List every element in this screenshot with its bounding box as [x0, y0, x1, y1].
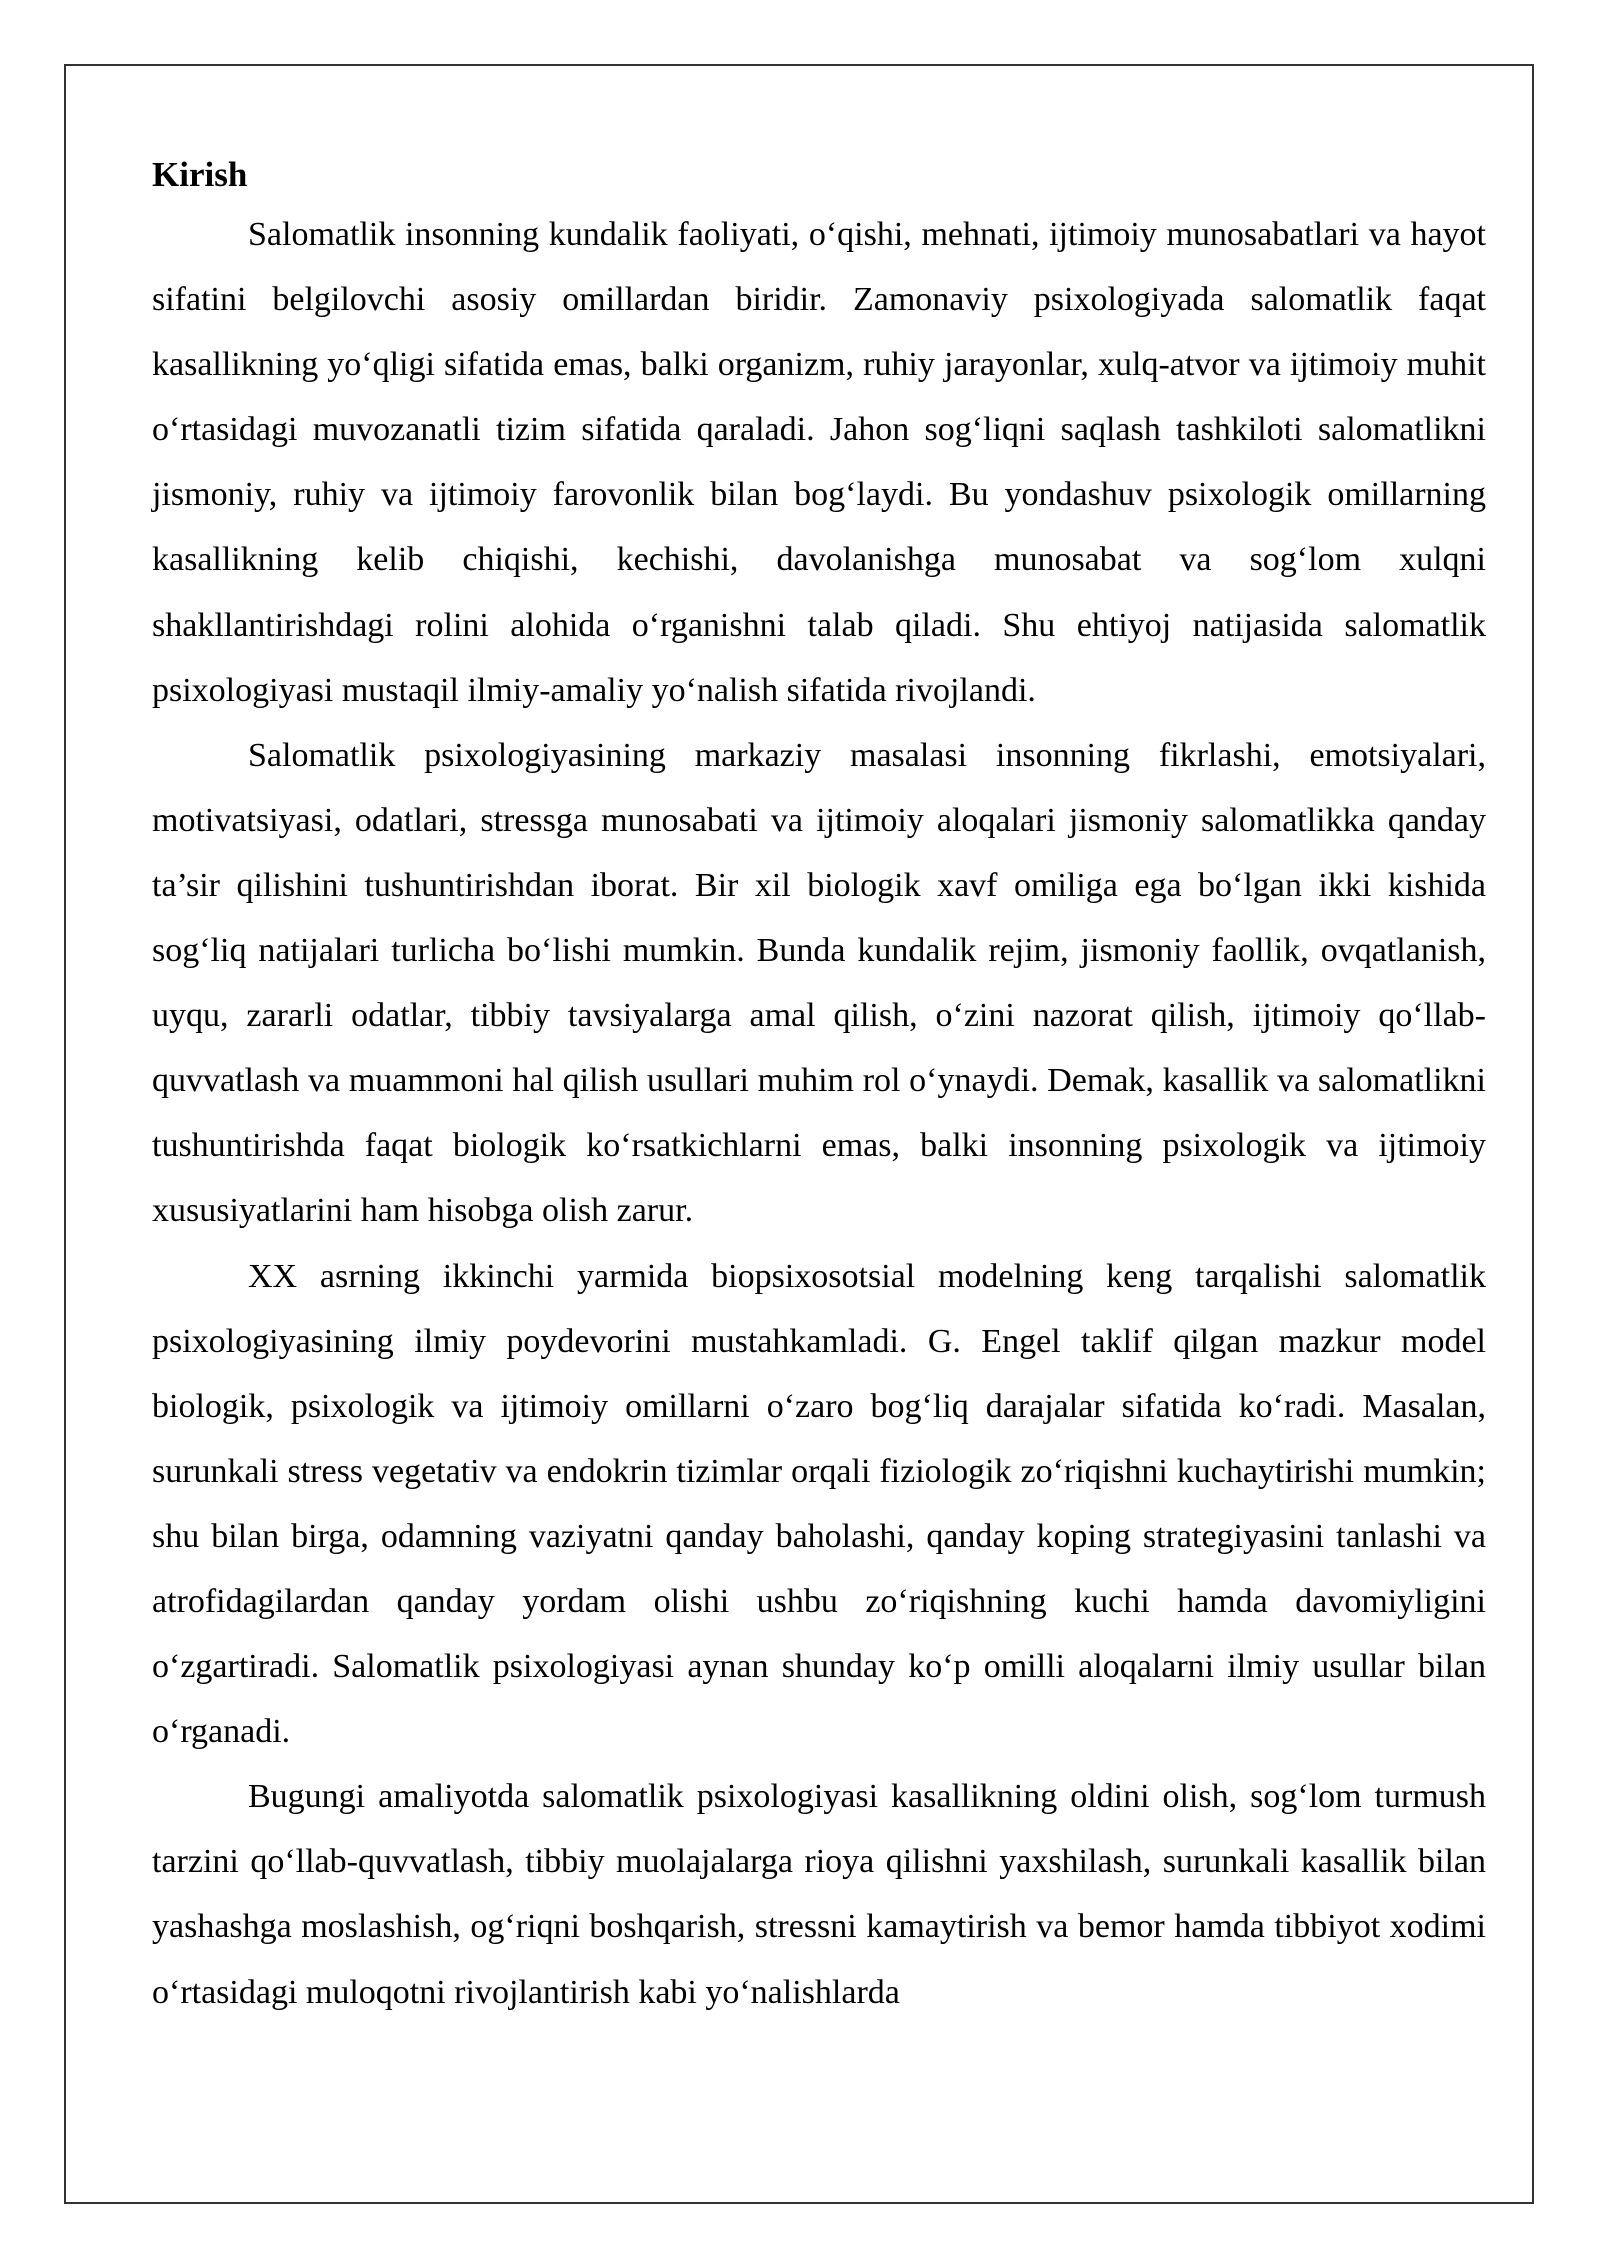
- paragraph-1: Salomatlik insonning kundalik faoliyati, o‘qishi, mehnati, ijtimoiy munosabatlari va hayot sifatini belgilovchi asosiy omillardan biridir. Zamonaviy psixologiyada salomatlik faqat kasallikning yo‘qligi sifatida emas, balki organizm, ruhiy jarayonlar, xulq-atvor va ijtimoiy muhit o‘rtasidagi muvozanatli tizim sifatida qaraladi. Jahon sog‘liqni saqlash tashkiloti salomatlikni jismoniy, ruhiy va ijtimoiy farovonlik bilan bog‘laydi. Bu yondashuv psixologik omillarning kasallikning kelib chiqishi, kechishi, davolanishga munosabat va sog‘lom xulqni shakllantirishdagi rolini alohida o‘rganishni talab qiladi. Shu ehtiyoj natijasida salomatlik psixologiyasi mustaqil ilmiy-amaliy yo‘nalish sifatida rivojlandi.: [152, 216, 1486, 709]
- section-heading: Kirish: [152, 155, 248, 194]
- paragraph-3: XX asrning ikkinchi yarmida biopsixosotsial modelning keng tarqalishi salomatlik psixologiyasining ilmiy poydevorini mustahkamladi. G. Engel taklif qilgan mazkur model biologik, psixologik va ijtimoiy omillarni o‘zaro bog‘liq darajalar sifatida ko‘radi. Masalan, surunkali stress vegetativ va endokrin tizimlar orqali fiziologik zo‘riqishni kuchaytirishi mumkin; shu bilan birga, odamning vaziyatni qanday baholashi, qanday koping strategiyasini tanlashi va atrofidagilardan qanday yordam olishi ushbu zo‘riqishning kuchi hamda davomiyligini o‘zgartiradi. Salomatlik psixologiyasi aynan shunday ko‘p omilli aloqalarni ilmiy usullar bilan o‘rganadi.: [152, 1257, 1486, 1751]
- document-body: [152, 148, 1486, 2025]
- paragraph-2: Salomatlik psixologiyasining markaziy masalasi insonning fikrlashi, emotsiyalari, motivatsiyasi, odatlari, stressga munosabati va ijtimoiy aloqalari jismoniy salomatlikka qanday ta’sir qilishini tushuntirishdan iborat. Bir xil biologik xavf omiliga ega bo‘lgan ikki kishida sog‘liq natijalari turlicha bo‘lishi mumkin. Bunda kundalik rejim, jismoniy faollik, ovqatlanish, uyqu, zararli odatlar, tibbiy tavsiyalarga amal qilish, o‘zini nazorat qilish, ijtimoiy qo‘llab-quvvatlash va muammoni hal qilish usullari muhim rol o‘ynaydi. Demak, kasallik va salomatlikni tushuntirishda faqat biologik ko‘rsatkichlarni emas, balki insonning psixologik va ijtimoiy xususiyatlarini ham hisobga olish zarur.: [152, 736, 1486, 1230]
- paragraph-4: Bugungi amaliyotda salomatlik psixologiyasi kasallikning oldini olish, sog‘lom turmush tarzini qo‘llab-quvvatlash, tibbiy muolajalarga rioya qilishni yaxshilash, surunkali kasallik bilan yashashga moslashish, og‘riqni boshqarish, stressni kamaytirish va bemor hamda tibbiyot xodimi o‘rtasidagi muloqotni rivojlantirish kabi yo‘nalishlarda: [152, 1778, 1486, 2011]
